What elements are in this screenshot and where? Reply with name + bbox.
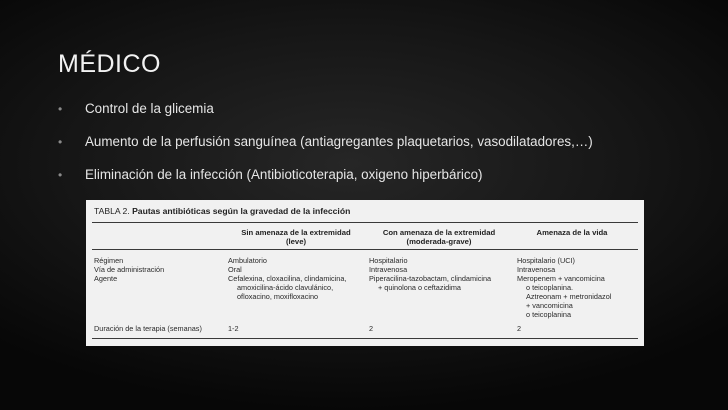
cell-leve-agente-2: amoxicilina-ácido clavulánico, xyxy=(237,283,334,292)
row-label-agente: Agente xyxy=(94,274,118,283)
bullet-item xyxy=(58,166,593,184)
bullet-icon: • xyxy=(58,102,63,116)
bullet-text: Eliminación de la infección (Antibioticoterapia, oxigeno hiperbárico) xyxy=(85,167,483,182)
table-bottom-rule xyxy=(92,338,638,339)
table-caption xyxy=(94,206,350,216)
bullet-list xyxy=(58,100,593,199)
cell-vida-agente-2: o teicoplanina. xyxy=(526,283,574,292)
table-top-rule xyxy=(92,222,638,223)
bullet-icon: • xyxy=(58,135,63,149)
cell-vida-regimen: Hospitalario (UCI) xyxy=(517,256,575,265)
header-vida-line1: Amenaza de la vida xyxy=(536,228,608,237)
cell-moderada-agente-1: Piperacilina-tazobactam, clindamicina xyxy=(369,274,492,283)
cell-leve-agente-1: Cefalexina, cloxacilina, clindamicina, xyxy=(228,274,347,283)
header-vida xyxy=(512,228,632,237)
cell-moderada-agente-2: + quinolona o ceftazidima xyxy=(378,283,461,292)
table-caption-label: TABLA 2. xyxy=(94,206,130,216)
table-caption-text: Pautas antibióticas según la gravedad de la infección xyxy=(132,206,351,216)
cell-vida-via: Intravenosa xyxy=(517,265,556,274)
bullet-icon: • xyxy=(58,168,63,182)
bullet-text: Aumento de la perfusión sanguínea (antiagregantes plaquetarios, vasodilatadores,…) xyxy=(85,134,593,149)
row-label-regimen: Régimen xyxy=(94,256,124,265)
header-moderada-line1: Con amenaza de la extremidad xyxy=(382,228,496,237)
cell-vida-agente-1: Meropenem + vancomicina xyxy=(517,274,605,283)
cell-moderada-via: Intravenosa xyxy=(369,265,408,274)
cell-vida-agente-5: o teicoplanina xyxy=(526,310,572,319)
header-leve xyxy=(226,228,366,246)
slide-title: MÉDICO xyxy=(58,50,161,78)
header-leve-line1: Sin amenaza de la extremidad xyxy=(241,228,351,237)
bullet-item xyxy=(58,100,593,118)
antibiotic-table-image xyxy=(86,200,644,346)
cell-vida-duracion: 2 xyxy=(517,324,522,333)
cell-leve-regimen: Ambulatorio xyxy=(228,256,267,265)
header-moderada-line2: (moderada-grave) xyxy=(406,237,472,246)
cell-vida-agente-4: + vancomicina xyxy=(526,301,573,310)
header-leve-line2: (leve) xyxy=(285,237,307,246)
bullet-item xyxy=(58,133,593,151)
cell-moderada-regimen: Hospitalario xyxy=(369,256,408,265)
cell-leve-agente-3: ofloxacino, moxifloxacino xyxy=(237,292,319,301)
row-label-duracion: Duración de la terapia (semanas) xyxy=(94,324,202,333)
table-header-rule xyxy=(92,249,638,250)
row-label-via: Vía de administración xyxy=(94,265,165,274)
cell-leve-via: Oral xyxy=(228,265,242,274)
bullet-text: Control de la glicemia xyxy=(85,101,214,116)
header-moderada xyxy=(369,228,509,246)
cell-leve-duracion: 1-2 xyxy=(228,324,239,333)
cell-moderada-duracion: 2 xyxy=(369,324,374,333)
cell-vida-agente-3: Aztreonam + metronidazol xyxy=(526,292,612,301)
